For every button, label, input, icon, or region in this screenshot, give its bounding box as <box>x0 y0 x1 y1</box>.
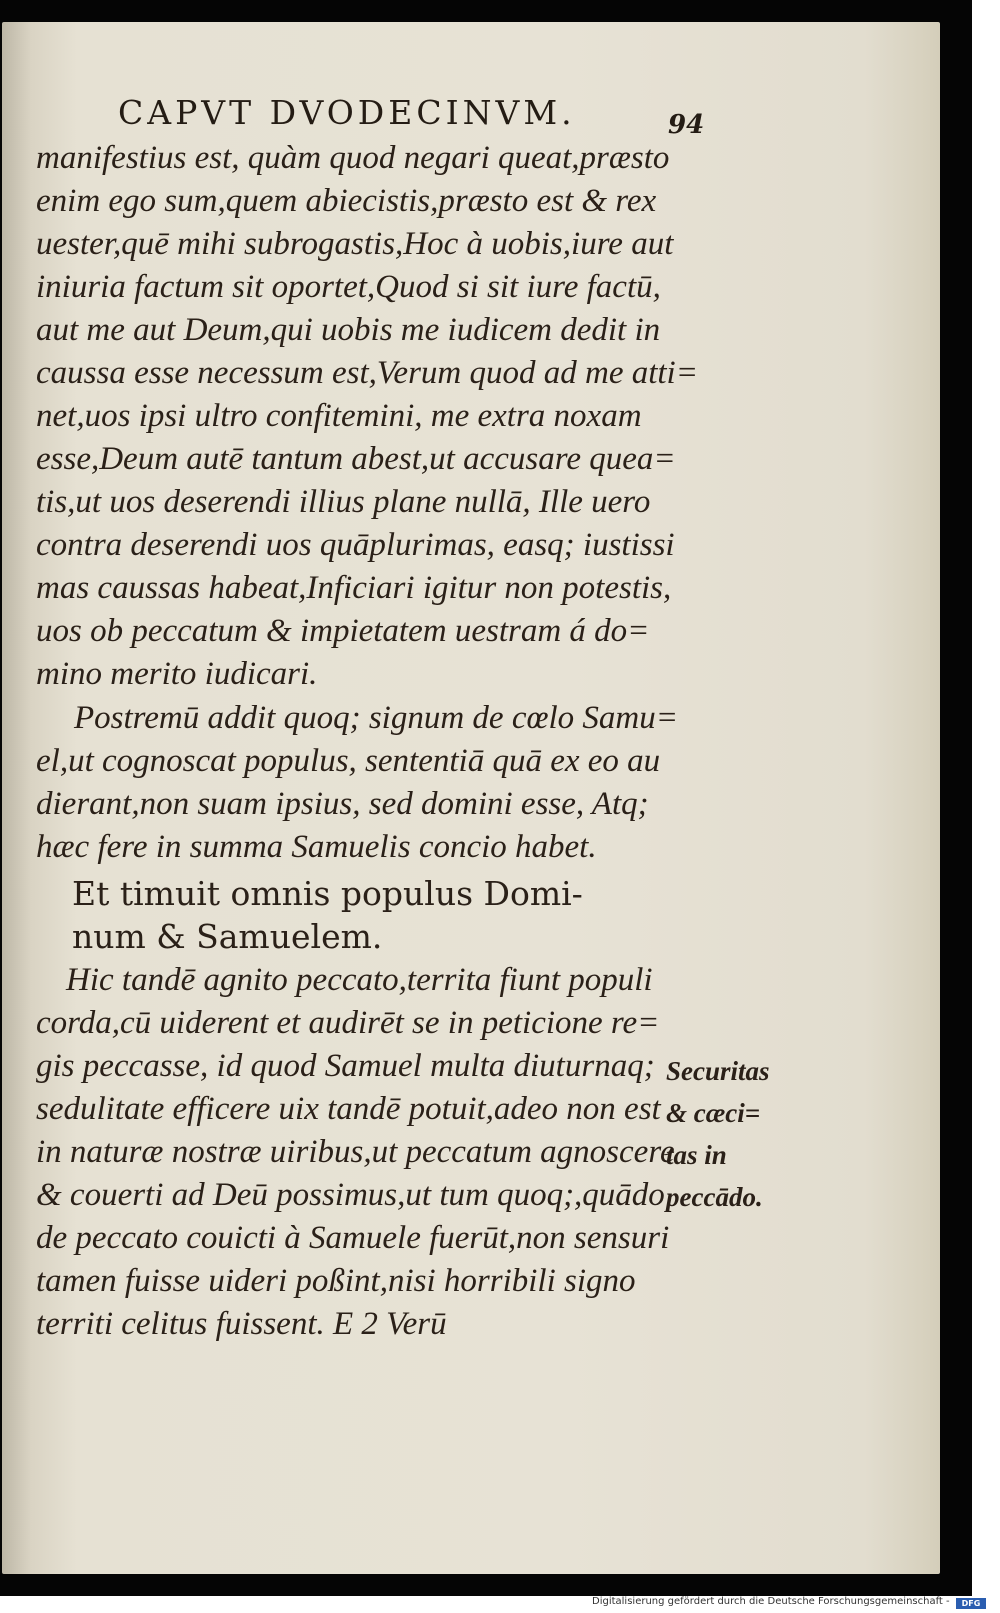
running-header: CAPVT DVODECINVM. <box>118 93 576 132</box>
marginal-note-line: peccādo. <box>666 1182 763 1212</box>
text-line: el,ut cognoscat populus, sententiā quā ex eo au <box>36 743 661 779</box>
marginal-note-line: tas in <box>666 1140 727 1170</box>
folio-number: 94 <box>668 110 705 140</box>
scripture-line: num & Samuelem. <box>72 917 383 956</box>
text-line: dierant,non suam ipsius, sed domini esse, Atq; <box>36 786 649 822</box>
text-line: aut me aut Deum,qui uobis me iudicem dedit in <box>36 312 661 348</box>
text-line: contra deserendi uos quāplurimas, easq; iustissi <box>36 527 675 563</box>
text-line: manifestius est, quàm quod negari queat,præsto <box>36 140 670 176</box>
scripture-line: Et timuit omnis populus Domi- <box>72 874 583 913</box>
digitization-credit: Digitalisierung gefördert durch die Deutsche Forschungsgemeinschaft - <box>592 1596 950 1607</box>
text-line-indented: Postremū addit quoq; signum de cœlo Samu= <box>74 700 679 736</box>
text-line: tamen fuisse uideri poßint,nisi horribili signo <box>36 1263 636 1299</box>
text-line: in naturæ nostræ uiribus,ut peccatum agnoscere <box>36 1134 675 1170</box>
dfg-logo: DFG <box>956 1598 986 1609</box>
text-line: mino merito iudicari. <box>36 656 318 692</box>
text-line: iniuria factum sit oportet,Quod si sit iure factū, <box>36 269 661 305</box>
marginal-note-line: & cæci= <box>666 1098 761 1128</box>
marginal-note-line: Securitas <box>666 1056 770 1086</box>
text-line: sedulitate efficere uix tandē potuit,adeo non est <box>36 1091 661 1127</box>
text-line: & couerti ad Deū possimus,ut tum quoq;,quādo <box>36 1177 665 1213</box>
text-line: territi celitus fuissent. E 2 Verū <box>36 1306 447 1342</box>
text-line: tis,ut uos deserendi illius plane nullā, Ille uero <box>36 484 651 520</box>
text-line-indented: Hic tandē agnito peccato,territa fiunt populi <box>66 962 653 998</box>
text-line: de peccato couicti à Samuele fuerūt,non sensuri <box>36 1220 670 1256</box>
text-line: corda,cū uiderent et audirēt se in peticione re= <box>36 1005 660 1041</box>
text-line: mas caussas habeat,Inficiari igitur non potestis, <box>36 570 672 606</box>
text-line: hæc fere in summa Samuelis concio habet. <box>36 829 597 865</box>
text-line: caussa esse necessum est,Verum quod ad me atti= <box>36 355 698 391</box>
text-line: enim ego sum,quem abiecistis,præsto est & rex <box>36 183 657 219</box>
text-line: esse,Deum autē tantum abest,ut accusare quea= <box>36 441 676 477</box>
text-line: gis peccasse, id quod Samuel multa diuturnaq; <box>36 1048 655 1084</box>
text-line: net,uos ipsi ultro confitemini, me extra noxam <box>36 398 642 434</box>
text-line: uester,quē mihi subrogastis,Hoc à uobis,iure aut <box>36 226 674 262</box>
text-line: uos ob peccatum & impietatem uestram á do= <box>36 613 650 649</box>
